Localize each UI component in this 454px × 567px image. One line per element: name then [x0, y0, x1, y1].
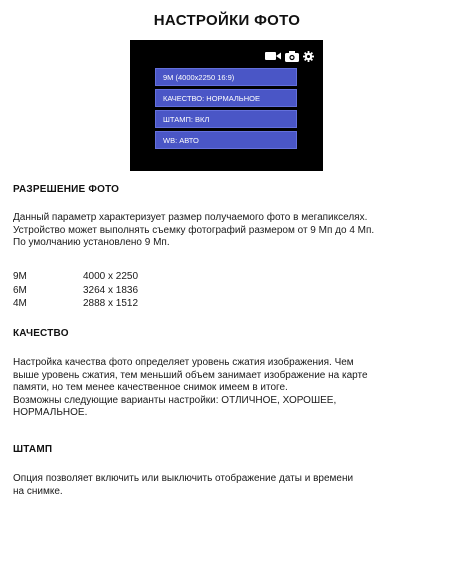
- text-line: Данный параметр характеризует размер получаемого фото в мегапикселях.: [13, 212, 368, 223]
- status-icons: [265, 50, 314, 62]
- text-line: Опция позволяет включить или выключить отображение даты и времени: [13, 473, 354, 484]
- section-heading-resolution: РАЗРЕШЕНИЕ ФОТО: [13, 184, 120, 195]
- resolution-name: 9М: [13, 271, 27, 282]
- settings-menu: [155, 68, 297, 152]
- text-line: По умолчанию установлено 9 Мп.: [13, 237, 170, 249]
- video-camera-icon: [265, 51, 281, 61]
- section-heading-quality: КАЧЕСТВО: [13, 328, 69, 339]
- text-line: Устройство может выполнять съемку фотографий размером от 9 Мп до 4 Мп.: [13, 224, 375, 236]
- text-line: НОРМАЛЬНОЕ.: [13, 407, 88, 419]
- photo-camera-icon: [285, 51, 299, 62]
- stamp-description: [13, 473, 443, 498]
- text-line: памяти, но тем менее качественное снимок имеем в итоге.: [13, 382, 288, 394]
- resolution-row: [13, 270, 138, 284]
- quality-description: [13, 357, 443, 420]
- section-heading-stamp: ШТАМП: [13, 444, 53, 455]
- resolution-name: 6М: [13, 284, 27, 296]
- gear-icon: [303, 51, 314, 62]
- resolution-name: 4М: [13, 298, 27, 309]
- device-screen: [130, 40, 323, 171]
- text-line: на снимке.: [13, 485, 63, 497]
- menu-item-stamp[interactable]: ШТАМП: ВКЛ: [155, 110, 297, 128]
- menu-item-resolution[interactable]: 9M (4000x2250 16:9): [155, 68, 297, 86]
- text-line: выше уровень сжатия, тем меньший объем занимает изображение на карте: [13, 369, 368, 381]
- text-line: Настройка качества фото определяет уровень сжатия изображения. Чем: [13, 357, 354, 368]
- menu-item-quality[interactable]: КАЧЕСТВО: НОРМАЛЬНОЕ: [155, 89, 297, 107]
- resolution-row: [13, 297, 138, 311]
- resolution-size: 2888 х 1512: [83, 298, 139, 309]
- resolution-size: 4000 х 2250: [83, 271, 139, 282]
- resolution-row: [13, 284, 138, 298]
- resolution-table: [13, 270, 138, 311]
- resolution-description: [13, 212, 443, 250]
- text-line: Возможны следующие варианты настройки: ОТЛИЧНОЕ, ХОРОШЕЕ,: [13, 394, 337, 406]
- resolution-size: 3264 х 1836: [83, 284, 139, 296]
- page-title: НАСТРОЙКИ ФОТО: [153, 12, 301, 29]
- menu-item-white-balance[interactable]: WB: АВТО: [155, 131, 297, 149]
